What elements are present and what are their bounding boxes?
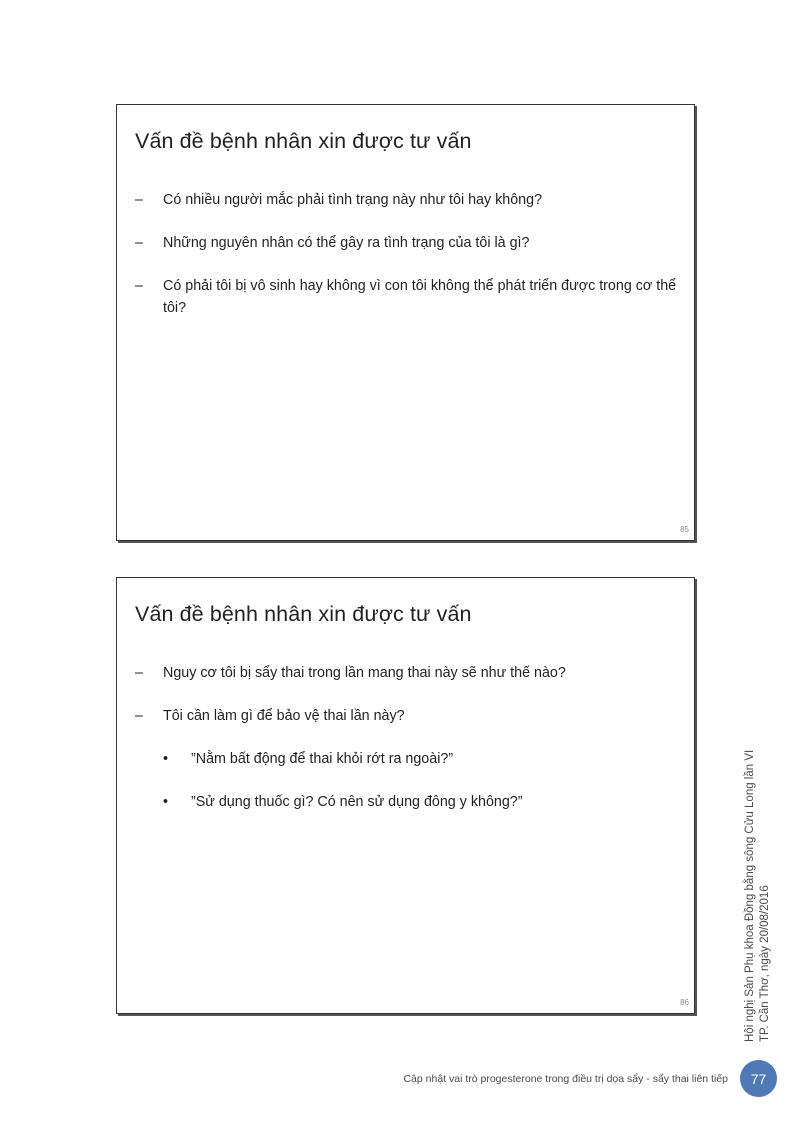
dash-bullet-icon: – [135, 278, 143, 294]
list-item [135, 189, 690, 211]
slide-85 [116, 104, 695, 541]
conference-side-note [743, 750, 773, 1042]
dash-bullet-icon: – [135, 235, 143, 251]
sub-list-item [163, 748, 690, 770]
dot-bullet-icon: • [163, 794, 169, 810]
bullet-list [135, 189, 690, 340]
bullet-text: Tôi cần làm gì để bảo vệ thai lần này? [163, 708, 405, 724]
sub-bullet-list [163, 748, 690, 813]
list-item [135, 232, 690, 254]
slide-number: 85 [680, 525, 689, 534]
conference-name: Hội nghị Sản Phụ khoa Đồng bằng sông Cửu Long lần VI [744, 749, 756, 1042]
dash-bullet-icon: – [135, 708, 143, 724]
page-number-badge [740, 1060, 777, 1097]
dash-bullet-icon: – [135, 192, 143, 208]
list-item [135, 705, 690, 813]
dot-bullet-icon: • [163, 751, 169, 767]
slide-title: Vấn đề bệnh nhân xin được tư vấn [135, 129, 472, 153]
footer-title: Cập nhật vai trò progesterone trong điều trị dọa sẩy - sẩy thai liên tiếp [403, 1073, 728, 1085]
sub-bullet-text: ”Sử dụng thuốc gì? Có nên sử dụng đông y không?” [191, 794, 523, 810]
slide-title: Vấn đề bệnh nhân xin được tư vấn [135, 602, 472, 626]
bullet-text: Có phải tôi bị vô sinh hay không vì con tôi không thể phát triển được trong cơ thể tôi? [163, 278, 677, 316]
bullet-list [135, 662, 690, 834]
bullet-text: Nguy cơ tôi bị sẩy thai trong lần mang thai này sẽ như thế nào? [163, 665, 566, 681]
dash-bullet-icon: – [135, 665, 143, 681]
conference-location-date: TP. Cần Thơ, ngày 20/08/2016 [759, 885, 771, 1042]
bullet-text: Có nhiều người mắc phải tình trạng này như tôi hay không? [163, 192, 543, 208]
bullet-text: Những nguyên nhân có thể gây ra tình trạng của tôi là gì? [163, 235, 530, 251]
slide-86 [116, 577, 695, 1014]
page-number: 77 [750, 1070, 767, 1087]
list-item [135, 275, 690, 319]
list-item [135, 662, 690, 684]
sub-bullet-text: ”Nằm bất động để thai khỏi rớt ra ngoài?” [191, 751, 454, 767]
slide-number: 86 [680, 998, 689, 1007]
sub-list-item [163, 791, 690, 813]
